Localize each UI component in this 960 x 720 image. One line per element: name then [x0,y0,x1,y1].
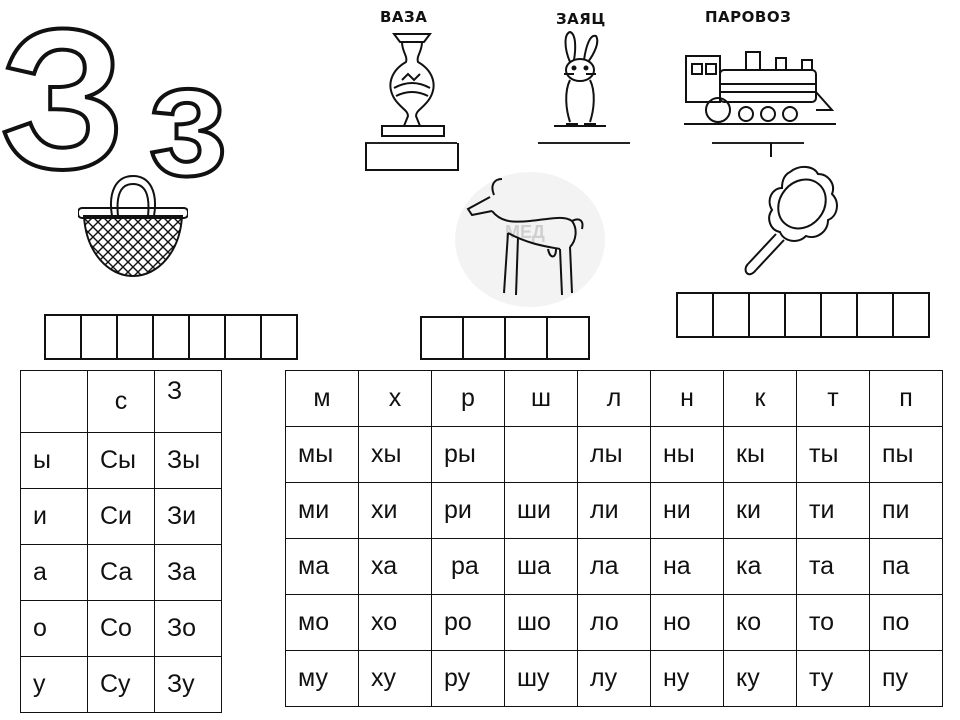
table-cell: мо [286,595,359,651]
basket-icon [78,172,188,282]
table-cell: ми [286,483,359,539]
table-cell: Са [88,545,155,601]
table-cell: Су [88,657,155,713]
table-cell: кы [724,427,797,483]
table-cell: му [286,651,359,707]
answer-cell[interactable] [226,316,262,358]
table-cell: хи [359,483,432,539]
table-row [286,483,943,539]
table-cell: ну [651,651,724,707]
answer-cell[interactable] [190,316,226,358]
train-underline-tick [770,143,772,157]
answer-cell[interactable] [118,316,154,358]
answer-cell[interactable] [822,294,858,336]
hare-icon [540,28,620,138]
table-cell: Зи [155,489,222,545]
table-cell: та [797,539,870,595]
hand-mirror-icon [730,160,850,285]
answer-cell[interactable] [82,316,118,358]
table-cell: Зу [155,657,222,713]
table-cell: ма [286,539,359,595]
table-cell: Сы [88,433,155,489]
table-cell: ти [797,483,870,539]
table-header-cell: З [155,371,222,433]
answer-cell[interactable] [858,294,894,336]
answer-cell[interactable] [548,318,588,358]
table-cell: ру [432,651,505,707]
basket-answer-boxes[interactable] [44,314,298,360]
table-cell: пи [870,483,943,539]
table-cell: ло [578,595,651,651]
table-cell: хо [359,595,432,651]
table-cell: хы [359,427,432,483]
hare-caption: ЗАЯЦ [556,10,606,28]
goat-answer-boxes[interactable] [420,316,590,360]
big-capital-letter: З [0,0,126,211]
table-row [21,489,289,545]
table-row [21,545,289,601]
table-row [21,657,289,713]
table-cell: ты [797,427,870,483]
table-cell: ра [432,539,505,595]
table-cell: ны [651,427,724,483]
table-cell: а [21,545,88,601]
goat-watermark-text: МЕД [505,222,545,242]
table-blank-cell [222,489,289,545]
table-row [286,539,943,595]
table-cell: шу [505,651,578,707]
table-cell: лы [578,427,651,483]
train-underline [712,142,804,144]
table-row [21,433,289,489]
table-cell: Со [88,601,155,657]
answer-cell[interactable] [506,318,548,358]
table-cell: ры [432,427,505,483]
table-cell: ни [651,483,724,539]
vase-caption: ВАЗА [380,8,428,26]
table-blank-cell [222,545,289,601]
table-cell: ка [724,539,797,595]
table-header-cell: с [88,371,155,433]
table-header-row [21,371,289,433]
table-row [286,595,943,651]
answer-cell[interactable] [464,318,506,358]
table-cell: ри [432,483,505,539]
answer-cell[interactable] [786,294,822,336]
locomotive-icon [680,40,840,132]
table-cell: ша [505,539,578,595]
table-row [286,651,943,707]
vase-answer-box[interactable] [365,143,459,171]
table-cell: Зо [155,601,222,657]
table-cell: ши [505,483,578,539]
table-blank-cell [222,601,289,657]
table-cell: мы [286,427,359,483]
table-cell [505,427,578,483]
table-row [286,427,943,483]
table-cell: ку [724,651,797,707]
table-cell: по [870,595,943,651]
big-lowercase-letter: з [148,30,228,209]
table-cell: ко [724,595,797,651]
left-syllable-table [20,370,289,713]
answer-cell[interactable] [894,294,928,336]
table-cell: ху [359,651,432,707]
answer-cell[interactable] [750,294,786,336]
table-cell: но [651,595,724,651]
table-cell: ро [432,595,505,651]
mirror-answer-boxes[interactable] [676,292,930,338]
table-cell: ту [797,651,870,707]
table-cell: ки [724,483,797,539]
table-header-cell: п [870,371,943,427]
table-header-cell [21,371,88,433]
table-cell: ха [359,539,432,595]
table-blank-cell [222,371,289,433]
answer-cell[interactable] [46,316,82,358]
table-header-cell: т [797,371,870,427]
table-cell: ла [578,539,651,595]
table-blank-cell [222,657,289,713]
table-header-cell: к [724,371,797,427]
table-cell: Зы [155,433,222,489]
table-header-row [286,371,943,427]
answer-cell[interactable] [714,294,750,336]
answer-cell[interactable] [154,316,190,358]
table-cell: и [21,489,88,545]
train-caption: ПАРОВОЗ [705,8,792,26]
table-cell: ы [21,433,88,489]
table-cell: шо [505,595,578,651]
table-cell: Си [88,489,155,545]
vase-icon [372,30,452,140]
table-cell: о [21,601,88,657]
table-cell: ли [578,483,651,539]
table-header-cell: м [286,371,359,427]
table-cell: За [155,545,222,601]
table-cell: пу [870,651,943,707]
table-cell: па [870,539,943,595]
table-cell: то [797,595,870,651]
answer-cell[interactable] [678,294,714,336]
table-cell: лу [578,651,651,707]
table-cell: у [21,657,88,713]
table-header-cell: р [432,371,505,427]
table-cell: на [651,539,724,595]
table-header-cell: ш [505,371,578,427]
goat-icon [460,175,590,305]
table-header-cell: х [359,371,432,427]
right-syllable-table [285,370,943,707]
table-blank-cell [222,433,289,489]
table-cell: пы [870,427,943,483]
answer-cell[interactable] [262,316,296,358]
hare-underline [538,142,630,144]
table-row [21,601,289,657]
table-header-cell: н [651,371,724,427]
table-header-cell: л [578,371,651,427]
answer-cell[interactable] [422,318,464,358]
